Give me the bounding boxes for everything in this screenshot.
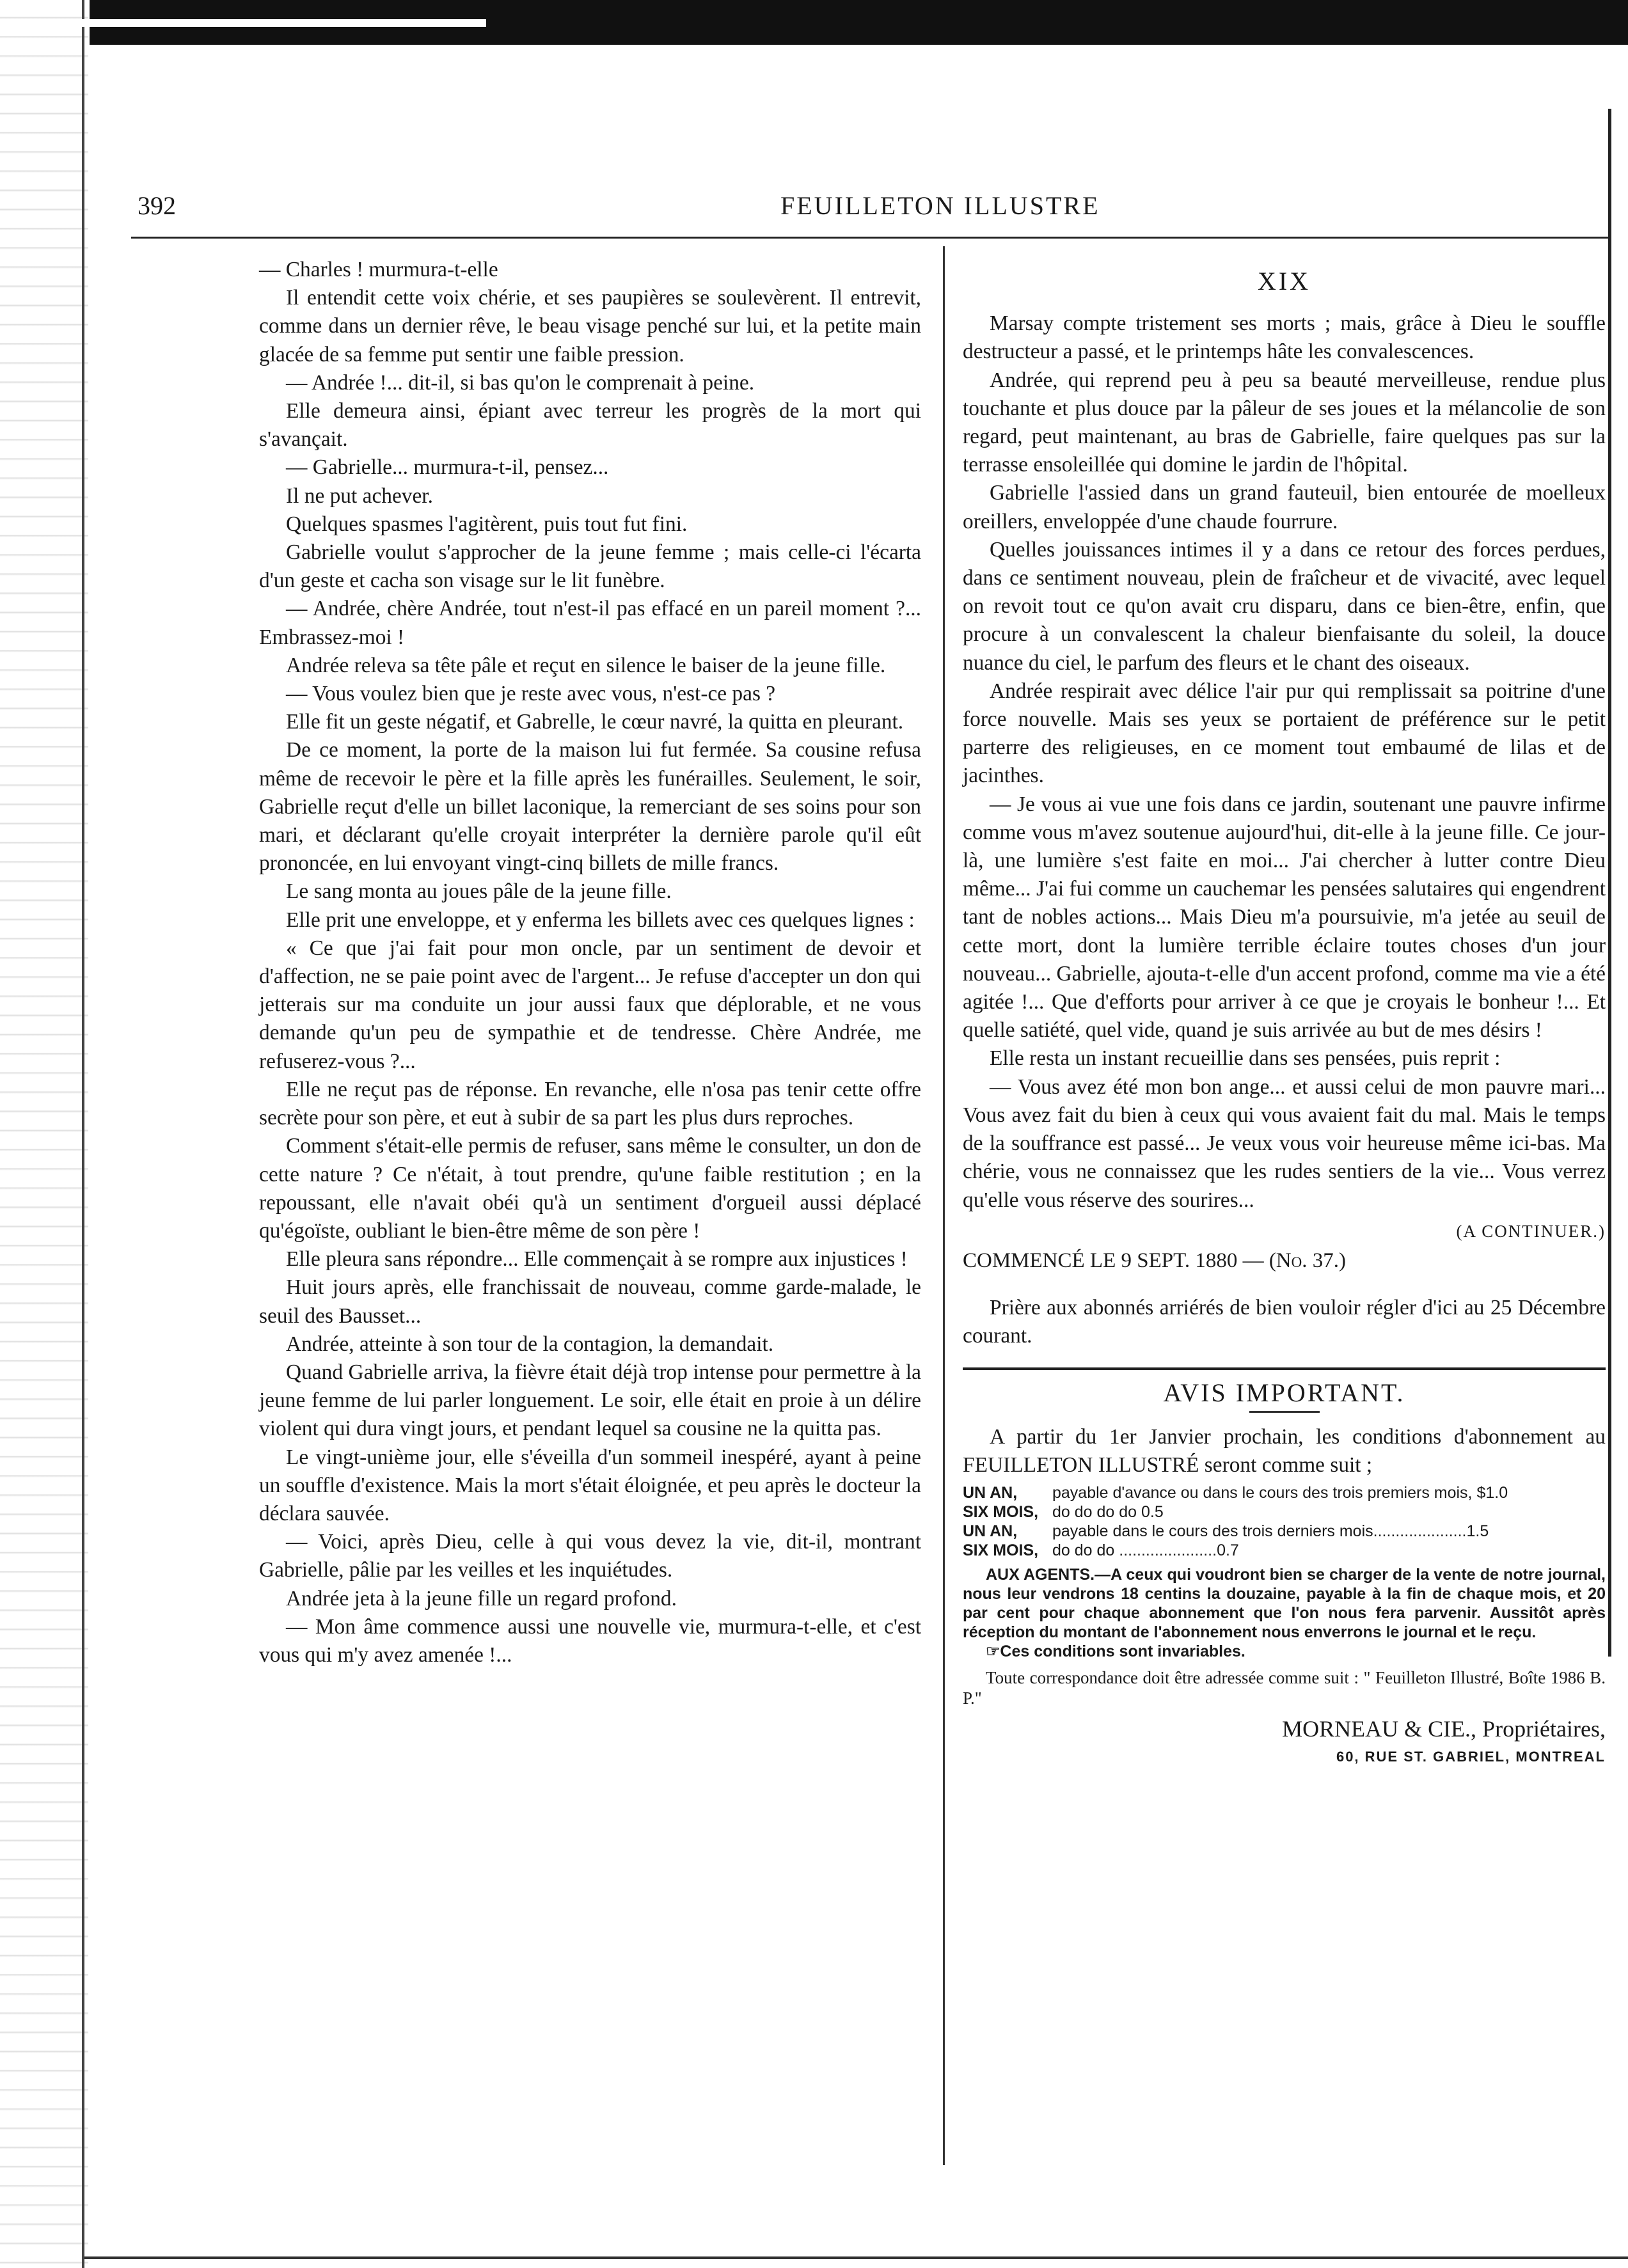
left-column xyxy=(259,256,921,1669)
paragraph: Quelles jouissances intimes il y a dans ce retour des forces perdues, dans ce sentiment nouveau, plein de fraîcheur et de vivacité, avec lequel on revoit tout ce qu'on avait cru disparu, dans ce bien-être, enfin, que procure à un convalescent la chaleur bienfaisante du soleil, la douce nuance du ciel, le parfum des fleurs et le chant des oiseaux. xyxy=(963,537,1606,675)
paragraph: — Vous voulez bien que je reste avec vous, n'est-ce pas ? xyxy=(286,682,776,706)
notice-title: AVIS IMPORTANT. xyxy=(1163,1378,1405,1407)
paragraph: Huit jours après, elle franchissait de nouveau, comme garde-malade, le seuil des Bausset... xyxy=(259,1275,921,1328)
paragraph: Elle resta un instant recueillie dans ses pensées, puis reprit : xyxy=(990,1046,1501,1071)
rate-label: UN AN, xyxy=(963,1484,1018,1502)
rate-row xyxy=(963,1483,1606,1502)
title-underline xyxy=(1249,1411,1320,1413)
paragraph: Gabrielle voulut s'approcher de la jeune femme ; mais celle-ci l'écarta d'un geste et cacha son visage sur le lit funèbre. xyxy=(259,540,921,593)
paragraph: — Charles ! murmura-t-elle xyxy=(259,258,498,281)
notice-intro: A partir du 1er Janvier prochain, les conditions d'abonnement au FEUILLETON ILLUSTRÉ seront comme suit ; xyxy=(963,1424,1606,1477)
paragraph: — Voici, après Dieu, celle à qui vous devez la vie, dit-il, montrant Gabrielle, pâlie par les veilles et les inquiétudes. xyxy=(259,1530,921,1582)
right-border-rule xyxy=(1608,109,1611,1657)
rate-label: SIX MOIS, xyxy=(963,1503,1039,1522)
paragraph: Elle fit un geste négatif, et Gabrelle, le cœur navré, la quitta en pleurant. xyxy=(286,710,904,734)
right-column xyxy=(963,256,1606,1772)
paragraph: Il ne put achever. xyxy=(286,484,433,508)
header-rule xyxy=(131,237,1609,239)
quoted-letter: « Ce que j'ai fait pour mon oncle, par un sentiment de devoir et d'affection, ne se paie point avec de l'argent... Je refuse d'accepter un don qui jetterais sur ma conduite un jour aussi faux que déplorable, et ne vous demande qu'un peu de sympathie et de tendresse. Chère Andrée, me refuserez-vous ?... xyxy=(259,936,921,1073)
rate-row xyxy=(963,1522,1606,1541)
rate-row xyxy=(963,1502,1606,1522)
to-continue-note: (A CONTINUER.) xyxy=(1456,1221,1606,1241)
subscriber-notice: Prière aux abonnés arriérés de bien vouloir régler d'ici au 25 Décembre courant. xyxy=(963,1296,1606,1348)
paragraph: Gabrielle l'assied dans un grand fauteuil, bien entourée de moelleux oreillers, enveloppée d'une chaude fourrure. xyxy=(963,481,1606,533)
paragraph: Andrée respirait avec délice l'air pur qui remplissait sa poitrine d'une force nouvelle. Mais ses yeux se portaient de préférence sur le petit parterre des religieuses, en ce moment tout embaumé de lilas et de jacinthes. xyxy=(963,679,1606,788)
correspondence-text: Toute correspondance doit être adressée comme suit : " Feuilleton Illustré, Boîte 1986 B. P." xyxy=(963,1668,1606,1708)
rate-label: UN AN, xyxy=(963,1522,1018,1541)
paragraph: — Gabrielle... murmura-t-il, pensez... xyxy=(286,455,609,480)
agents-notice xyxy=(963,1565,1606,1661)
paragraph: Andrée, atteinte à son tour de la contagion, la demandait. xyxy=(286,1332,774,1356)
paragraph: Le vingt-unième jour, elle s'éveilla d'un sommeil inespéré, ayant à peine un souffle d'existence. Mais la mort s'était éloignée, et peu après le docteur la déclara sauvée. xyxy=(259,1445,921,1525)
page-edge-shadow xyxy=(0,0,88,2268)
rate-text: do do do ......................0.7 xyxy=(1052,1541,1239,1560)
chapter-heading: XIX xyxy=(1257,267,1311,295)
paragraph: Andrée jeta à la jeune fille un regard profond. xyxy=(286,1586,677,1610)
paragraph: Le sang monta au joues pâle de la jeune fille. xyxy=(286,879,672,904)
rate-row xyxy=(963,1541,1606,1560)
paragraph: Marsay compte tristement ses morts ; mais, grâce à Dieu le souffle destructeur a passé, et le printemps hâte les convalescences. xyxy=(963,311,1606,364)
rate-text: payable dans le cours des trois derniers mois.....................1.5 xyxy=(1052,1522,1489,1541)
top-scan-gap xyxy=(0,19,486,27)
section-separator xyxy=(963,1367,1606,1370)
rate-text: do do do do 0.5 xyxy=(1052,1503,1164,1522)
paragraph: Andrée releva sa tête pâle et reçut en silence le baiser de la jeune fille. xyxy=(286,653,886,677)
paragraph: Il entendit cette voix chérie, et ses paupières se soulevèrent. Il entrevit, comme dans un dernier rêve, le beau visage penché sur lui, et la petite main glacée de sa femme put sentir une faible pression. xyxy=(259,286,921,366)
paragraph: — Mon âme commence aussi une nouvelle vie, murmura-t-elle, et c'est vous qui m'y avez amenée !... xyxy=(259,1614,921,1667)
bottom-border-rule xyxy=(84,2256,1628,2259)
publisher-address: 60, RUE ST. GABRIEL, MONTREAL xyxy=(1336,1749,1606,1765)
paragraph: — Andrée, chère Andrée, tout n'est-il pas effacé en un pareil moment ?... Embrassez-moi ! xyxy=(259,597,921,649)
paragraph: Quand Gabrielle arriva, la fièvre était déjà trop intense pour permettre à la jeune femme de lui parler longuement. Le soir, elle était en proie à un délire violent qui dura vingt jours, et pendant lequel sa cousine ne la quitta pas. xyxy=(259,1360,921,1441)
rate-text: payable d'avance ou dans le cours des trois premiers mois, $1.0 xyxy=(1052,1484,1508,1502)
paragraph: De ce moment, la porte de la maison lui fut fermée. Sa cousine refusa même de recevoir le père et la fille après les funérailles. Seulement, le soir, Gabrielle reçut d'elle un billet laconique, la remerciant de ses soins pour son mari, et déclarant qu'elle croyait interpréter la dernière parole qu'il eût prononcée, en lui envoyant vingt-cinq billets de mille francs. xyxy=(259,738,921,876)
paragraph: Elle prit une enveloppe, et y enferma les billets avec ces quelques lignes : xyxy=(286,908,915,932)
agents-text: AUX AGENTS.—A ceux qui voudront bien se charger de la vente de notre journal, nous leur vendrons 18 centins la douzaine, payable à la fin de chaque mois, et 20 par cent pour chaque abonnement que l'on nous fera parvenir. Aussitôt après réception du montant de l'abonnement nous enverrons le journal et le reçu. xyxy=(963,1566,1606,1642)
paragraph: Comment s'était-elle permis de refuser, sans même le consulter, un don de cette nature ? Ce n'était, à tout prendre, qu'une faible restitution ; en la repoussant, elle n'avait obéi qu'à un sentiment d'orgueil aussi déplacé qu'égoïste, oubliant le bien-être même de son père ! xyxy=(259,1134,921,1243)
commence-note: COMMENCÉ LE 9 SEPT. 1880 — (No. 37.) xyxy=(963,1248,1346,1272)
paragraph: Quelques spasmes l'agitèrent, puis tout fut fini. xyxy=(286,512,688,536)
paragraph: — Vous avez été mon bon ange... et aussi celui de mon pauvre mari... Vous avez fait du bien à ceux qui vous avaient fait du mal. Mais le temps de la souffrance est passé... Je veux vous voir heureuse même ici-bas. Ma chérie, vous ne connaissez que les rudes sentiers de la vie... Vous verrez qu'elle vous réserve des sourires... xyxy=(963,1075,1606,1212)
column-divider xyxy=(943,246,945,2165)
publisher-name: MORNEAU & CIE., Propriétaires, xyxy=(1282,1716,1606,1742)
page-number: 392 xyxy=(138,191,176,220)
rate-label: SIX MOIS, xyxy=(963,1541,1039,1560)
running-title: FEUILLETON ILLUSTRE xyxy=(780,191,1100,220)
invariable-note: ☞Ces conditions sont invariables. xyxy=(986,1642,1245,1661)
paragraph: Elle demeura ainsi, épiant avec terreur les progrès de la mort qui s'avançait. xyxy=(259,399,921,452)
paragraph: Andrée, qui reprend peu à peu sa beauté merveilleuse, rendue plus touchante et plus douce par la pâleur de ses joues et la mélancolie de son regard, peut maintenant, au bras de Gabrielle, faire quelques pas sur la terrasse ensoleillée qui domine le jardin de l'hôpital. xyxy=(963,368,1606,477)
paragraph: Elle pleura sans répondre... Elle commençait à se rompre aux injustices ! xyxy=(286,1247,908,1272)
paragraph: — Andrée !... dit-il, si bas qu'on le comprenait à peine. xyxy=(286,370,755,395)
left-border-rule xyxy=(82,0,84,2268)
correspondence-block xyxy=(963,1667,1606,1708)
rate-table xyxy=(963,1483,1606,1560)
paragraph: Elle ne reçut pas de réponse. En revanche, elle n'osa pas tenir cette offre secrète pour son père, et eut à subir de sa part les plus durs reproches. xyxy=(259,1077,921,1130)
paragraph: — Je vous ai vue une fois dans ce jardin, soutenant une pauvre infirme comme vous m'avez soutenue aujourd'hui, dit-elle à la jeune fille. Ce jour-là, une lumière s'est faite en moi... J'ai chercher à lutter contre Dieu même... J'ai fui comme un cauchemar les pensées salutaires qui engendrent tant de nobles actions... Mais Dieu m'a poursuivie, m'a jetée au seuil de cette mort, dont la lumière terrible éclaire toutes choses d'un jour nouveau... Gabrielle, ajouta-t-elle d'un accent profond, comme ma vie a été agitée !... Que d'efforts pour arriver à ce que je croyais le bonheur !... Et quelle satiété, quel vide, quand je suis arrivée au but de mes désirs ! xyxy=(963,792,1606,1043)
